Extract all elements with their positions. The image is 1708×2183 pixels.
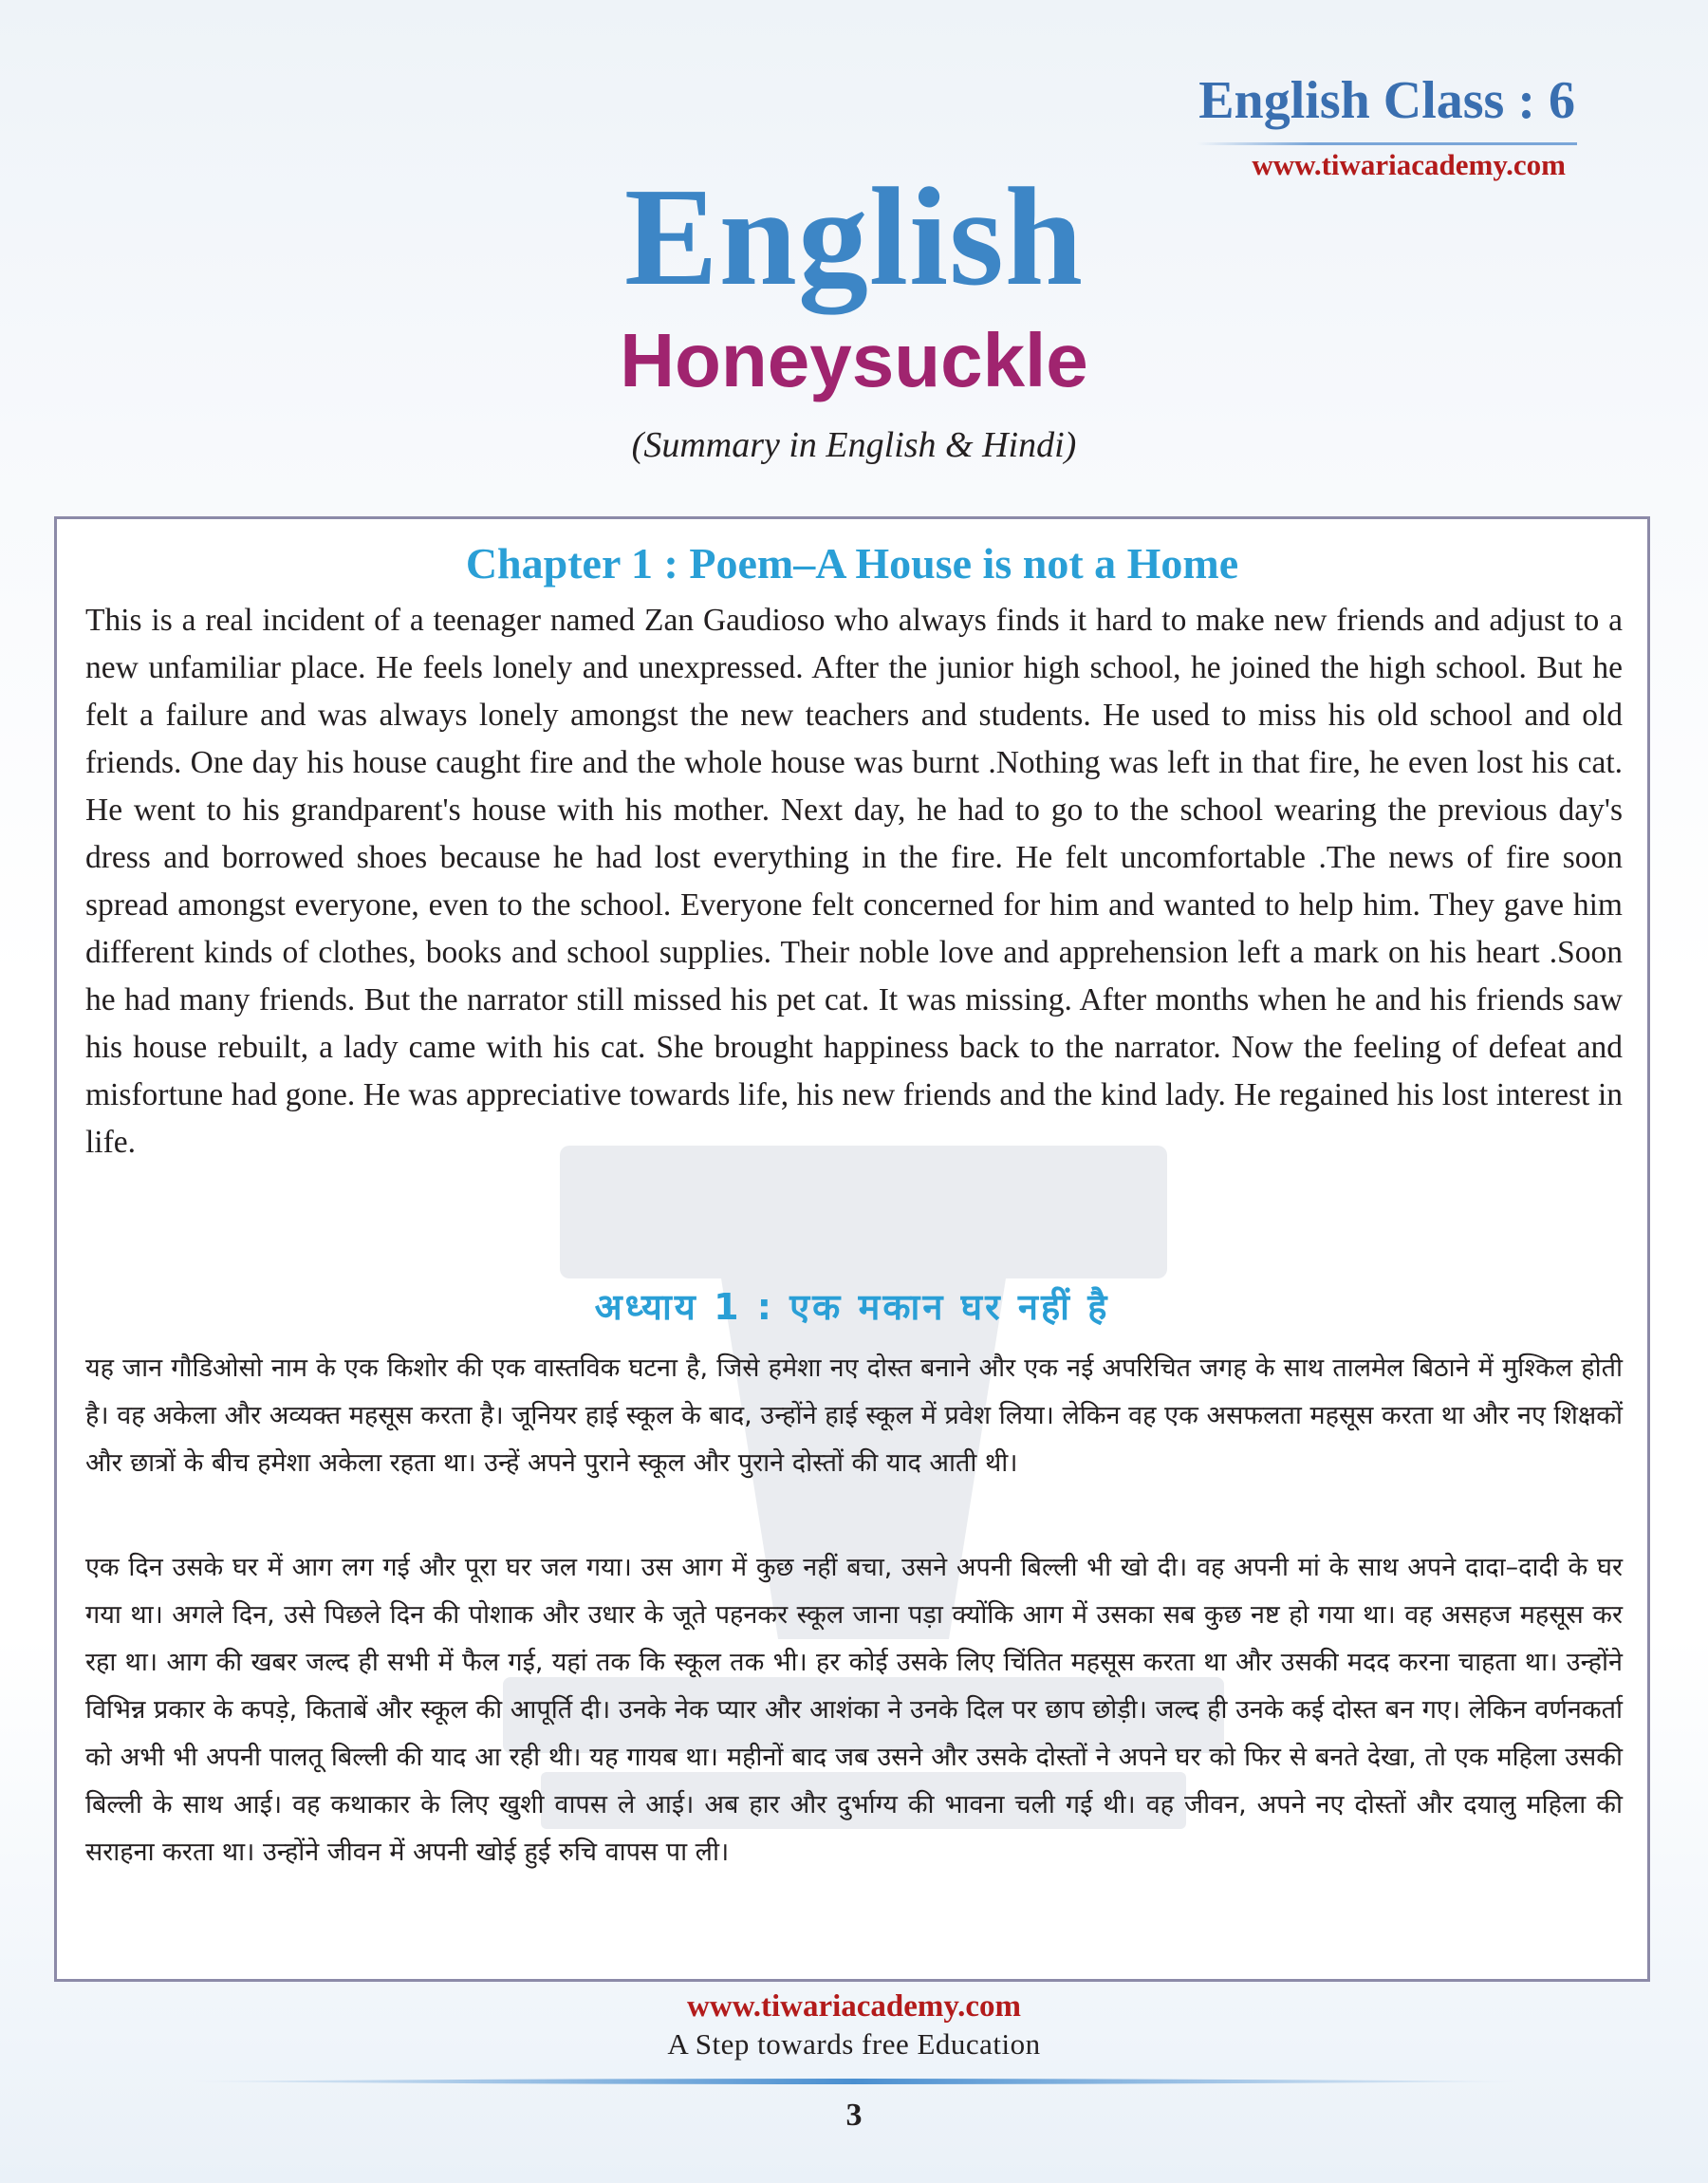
footer-divider (180, 2077, 1528, 2086)
footer-website-link[interactable]: www.tiwariacademy.com (687, 1989, 1021, 2024)
page-number: 3 (845, 2098, 863, 2133)
page-title: English (623, 159, 1085, 315)
summary-box (54, 516, 1650, 1982)
hindi-summary-paragraph-2: एक दिन उसके घर में आग लग गई और पूरा घर जल गया। उस आग में कुछ नहीं बचा, उसने अपनी बिल्ली भी खो दी। वह अपनी मां के साथ अपने दादा–दादी के घर गया था। अगले दिन, उसे पिछले दिन की पोशाक और उधार के जूते पहनकर स्कूल जाना पड़ा क्योंकि आग में उसका सब कुछ नष्ट हो गया था। वह असहज महसूस कर रहा था। आग की खबर जल्द ही सभी में फैल गई, यहां तक कि स्कूल तक भी। हर कोई उसके लिए चिंतित महसूस करता था और उसकी मदद करना चाहता था। उन्होंने विभिन्न प्रकार के कपड़े, किताबें और स्कूल की आपूर्ति दी। उनके नेक प्यार और आशंका ने उनके दिल पर छाप छोड़ी। जल्द ही उनके कई दोस्त बन गए। लेकिन वर्णनकर्ता को अभी भी अपनी पालतू बिल्ली की याद आ रही थी। यह गायब था। महीनों बाद जब उसने और उसके दोस्तों ने अपने घर को फिर से बनते देखा, तो एक महिला उसकी बिल्ली के साथ आई। वह कथाकार के लिए खुशी वापस ले आई। अब हार और दुर्भाग्य की भावना चली गई थी। वह जीवन, अपने नए दोस्तों और दयालु महिला की सराहना करता था। उन्होंने जीवन में अपनी खोई हुई रुचि वापस पा ली। (85, 1553, 1623, 1867)
hindi-chapter-title: अध्याय 1 : एक मकान घर नहीं है (594, 1286, 1110, 1328)
hindi-summary-paragraph-1: यह जान गौडिओसो नाम के एक किशोर की एक वास्तविक घटना है, जिसे हमेशा नए दोस्त बनाने और एक नई अपरिचित जगह के साथ तालमेल बिठाने में मुश्किल होती है। वह अकेला और अव्यक्त महसूस करता है। जूनियर हाई स्कूल के बाद, उन्होंने हाई स्कूल में प्रवेश लिया। लेकिन वह एक असफलता महसूस करता था और नए शिक्षकों और छात्रों के बीच हमेशा अकेला रहता था। उन्हें अपने पुराने स्कूल और पुराने दोस्तों की याद आती थी। (85, 1353, 1623, 1478)
footer-tagline: A Step towards free Education (667, 2027, 1041, 2061)
book-title: Honeysuckle (620, 318, 1088, 402)
english-summary-paragraph: This is a real incident of a teenager named Zan Gaudioso who always finds it hard to make new friends and adjust to a new unfamiliar place. He feels lonely and unexpressed. After the junior high school, he joined the high school. But he felt a failure and was always lonely amongst the new teachers and students. He used to miss his old school and old friends. One day his house caught fire and the whole house was burnt .Nothing was left in that fire, he even lost his cat. He went to his grandparent's house with his mother. Next day, he had to go to the school wearing the previous day's dress and borrowed shoes because he had lost everything in the fire. He felt uncomfortable .The news of fire soon spread amongst everyone, even to the school. Everyone felt concerned for him and wanted to help him. They gave him different kinds of clothes, books and school supplies. Their noble love and apprehension left a mark on his heart .Soon he had many friends. But the narrator still missed his pet cat. It was missing. After months when he and his friends saw his house rebuilt, a lady came with his cat. She brought happiness back to the narrator. Now the feeling of defeat and misfortune had gone. He was appreciative towards life, his new friends and the kind lady. He regained his lost interest in life. (85, 603, 1623, 1160)
page-subtitle: (Summary in English & Hindi) (631, 425, 1077, 465)
header-website-link[interactable]: www.tiwariacademy.com (1252, 148, 1566, 181)
header-divider (1197, 142, 1577, 145)
chapter-title: Chapter 1 : Poem–A House is not a Home (465, 539, 1239, 588)
header-class-label: English Class : 6 (1198, 71, 1575, 130)
